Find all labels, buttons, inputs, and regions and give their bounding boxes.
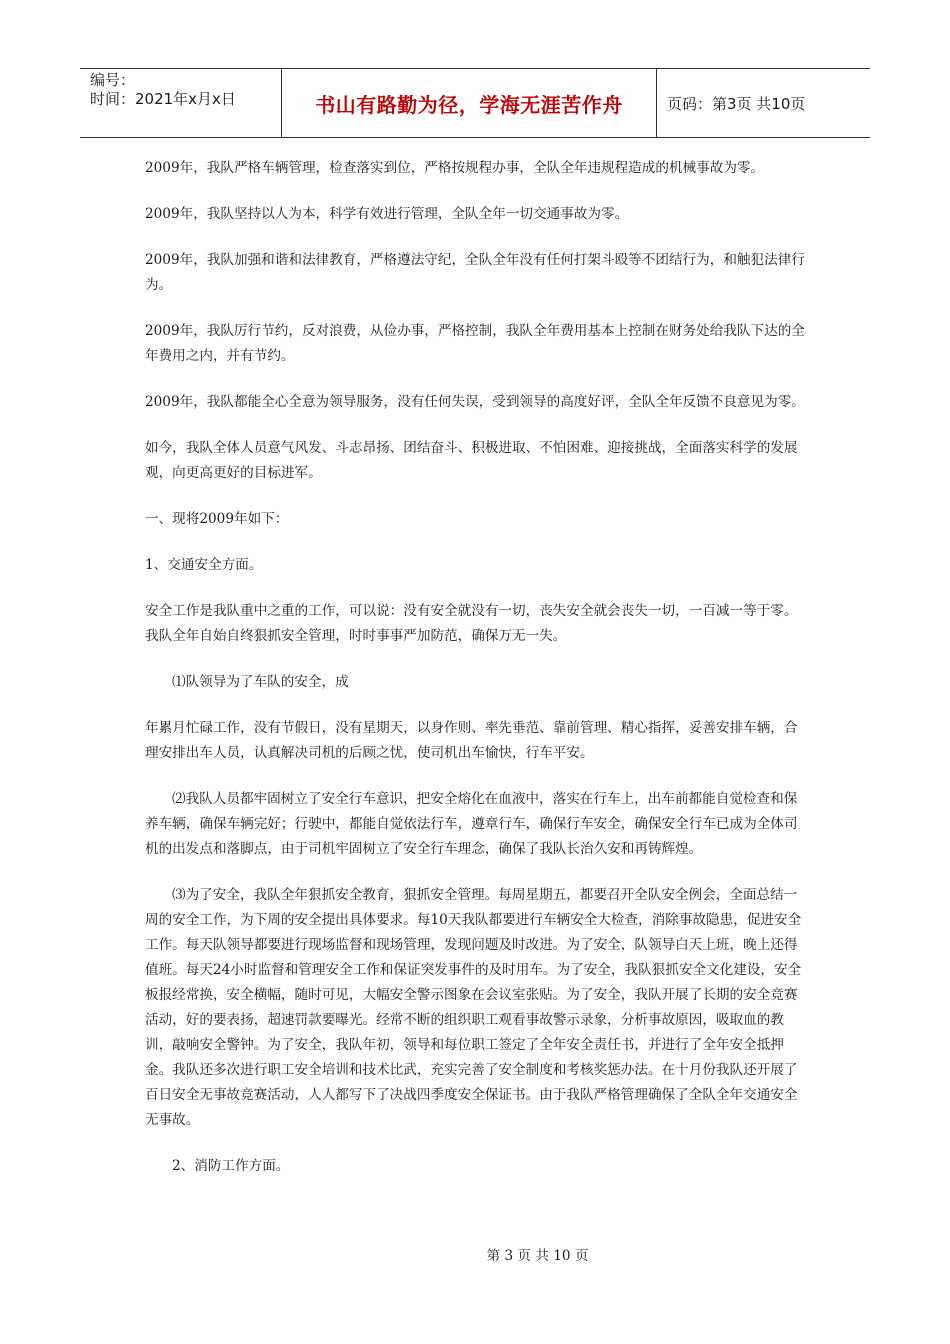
paragraph: 2009年，我队都能全心全意为领导服务，没有任何失误，受到领导的高度好评，全队全年反馈不良意见为零。	[145, 394, 805, 410]
page-footer: 第 3 页 共 10 页	[486, 1248, 589, 1264]
paragraph: 2009年，我队加强和谐和法律教育，严格遵法守纪，全队全年没有任何打架斗殴等不团结行为，和触犯法律行为。	[145, 252, 805, 293]
paragraph: 2009年，我队坚持以人为本，科学有效进行管理，全队全年一切交通事故为零。	[145, 206, 629, 222]
list-item-3: ⑶为了安全，我队全年狠抓安全教育，狠抓安全管理。每周星期五，都要召开全队安全例会，全面总结一周的安全工作，为下周的安全提出具体要求。每10天我队都要进行车辆安全大检查，消除事故隐患，促进安全工作。每天队领导都要进行现场监督和现场管理，发现问题及时改进。为了安全，队领导白天上班，晚上还得值班。每天24小时监督和管理安全工作和保证突发事件的及时用车。为了安全，我队狠抓安全文化建设，安全板报经常换，安全横幅，随时可见，大幅安全警示图象在会议室张贴。为了安全，我队开展了长期的安全竞赛活动，好的要表扬，超速罚款要曝光。经常不断的组织职工观看事故警示录象，分析事故原因，吸取血的教训，敲响安全警钟。为了安全，我队年初，领导和每位职工签定了全年安全责任书，并进行了全年安全抵押金。我队还多次进行职工安全培训和技术比武，充实完善了安全制度和考核奖惩办法。在十月份我队还开展了百日安全无事故竞赛活动，人人都写下了决战四季度安全保证书。由于我队严格管理确保了全队全年交通安全无事故。	[145, 887, 802, 1128]
paragraph: 如今，我队全体人员意气风发、斗志昂扬、团结奋斗、积极进取、不怕困难、迎接挑战，全面落实科学的发展观，向更高更好的目标进军。	[145, 440, 798, 481]
paragraph: 2009年，我队严格车辆管理，检查落实到位，严格按规程办事，全队全年违规程造成的机械事故为零。	[145, 160, 765, 176]
paragraph: 年累月忙碌工作，没有节假日，没有星期天，以身作则、率先垂范、靠前管理、精心指挥，妥善安排车辆，合理安排出车人员，认真解决司机的后顾之忧，使司机出车愉快，行车平安。	[145, 720, 798, 761]
list-item-1-start: ⑴队领导为了车队的安全，成	[172, 674, 349, 690]
code-label: 编号：	[90, 71, 136, 89]
subsection-heading: 1、交通安全方面。	[145, 557, 263, 573]
paragraph: 2009年，我队厉行节约，反对浪费，从俭办事，严格控制，我队全年费用基本上控制在财务处给我队下达的全年费用之内，并有节约。	[145, 323, 805, 364]
paragraph: 安全工作是我队重中之重的工作，可以说：没有安全就没有一切，丧失安全就会丧失一切，一百减一等于零。我队全年自始自终狠抓安全管理，时时事事严加防范，确保万无一失。	[145, 603, 798, 644]
time-label: 时间：2021年x月x日	[90, 90, 236, 108]
header-meta	[80, 69, 282, 137]
section-heading: 一、现将2009年如下：	[145, 511, 289, 527]
subsection-heading: 2、消防工作方面。	[172, 1158, 290, 1174]
document-body	[145, 156, 810, 1200]
page-header	[80, 68, 870, 138]
list-item-2: ⑵我队人员都牢固树立了安全行车意识，把安全熔化在血液中，落实在行车上，出车前都能自觉检查和保养车辆，确保车辆完好；行驶中，都能自觉依法行车，遵章行车，确保行车安全，确保安全行车已成为全体司机的出发点和落脚点，由于司机牢固树立了安全行车理念，确保了我队长治久安和再铸辉煌。	[145, 791, 798, 857]
header-motto: 书山有路勤为径，学海无涯苦作舟	[282, 69, 657, 137]
header-page-number: 页码：第3页 共10页	[667, 94, 806, 113]
